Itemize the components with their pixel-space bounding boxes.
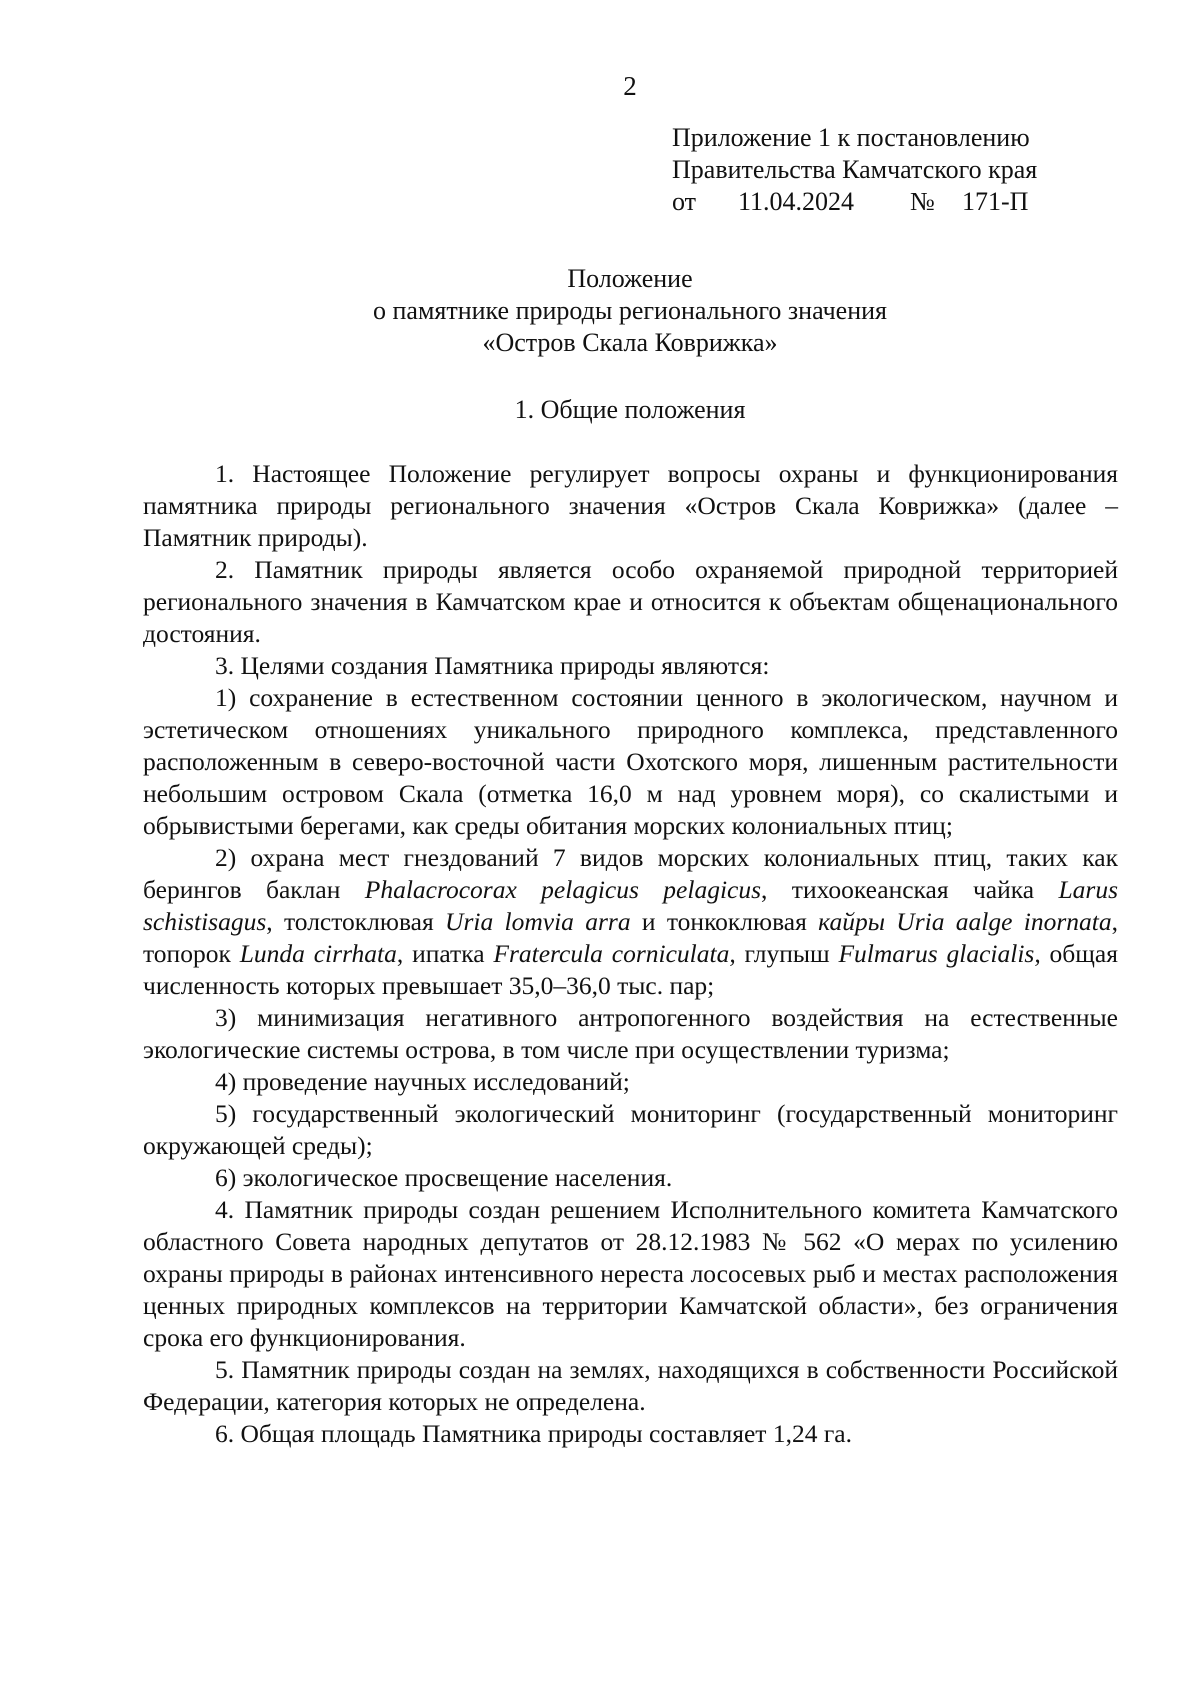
text-segment: , ипатка <box>396 939 494 968</box>
text-segment: , тихоокеанская чайка <box>761 875 1059 904</box>
section-title: 1. Общие положения <box>514 395 746 424</box>
paragraph-3-item-5: 5) государственный экологический мониторинг (государственный мониторинг окружающей среды); <box>143 1099 1118 1160</box>
appendix-number-sign: № <box>910 187 935 216</box>
paragraph-6: 6. Общая площадь Памятника природы составляет 1,24 га. <box>215 1419 852 1448</box>
species-name: Uria lomvia arra <box>445 907 631 936</box>
text-segment: и тонкоклювая <box>630 907 819 936</box>
paragraph-3-item-1: 1) сохранение в естественном состоянии ценного в экологическом, научном и эстетическом отношениях уникального природного комплекса, представленного расположенным в северо-восточной части Охотского моря, лишенным растительности небольшим островом Скала (отметка 16,0 м над уровнем моря), со скалистыми и обрывистыми берегами, как среды обитания морских колониальных птиц; <box>143 683 1118 840</box>
species-name: Phalacrocorax pelagicus pelagicus <box>364 875 762 904</box>
appendix-line-1: Приложение 1 к постановлению <box>672 123 1030 152</box>
appendix-number: 171-П <box>962 187 1029 216</box>
document-body <box>143 458 1118 1450</box>
appendix-line-2: Правительства Камчатского края <box>672 155 1038 184</box>
text-segment: , топорок <box>143 907 1118 968</box>
species-name: Fulmarus glacialis, <box>838 939 1041 968</box>
paragraph-3-item-4: 4) проведение научных исследований; <box>215 1067 630 1096</box>
title-line-3: «Остров Скала Коврижка» <box>482 328 778 357</box>
text-segment: глупыш <box>735 939 839 968</box>
paragraph-4: 4. Памятник природы создан решением Исполнительного комитета Камчатского областного Совета народных депутатов от 28.12.1983 № 562 «О мерах по усилению охраны природы в районах интенсивного нереста лососевых рыб и местах расположения ценных природных комплексов на территории Камчатской области», без ограничения срока его функционирования. <box>143 1195 1118 1352</box>
appendix-date: 11.04.2024 <box>738 187 855 216</box>
appendix-ot: от <box>672 187 697 216</box>
title-line-1: Положение <box>567 264 693 293</box>
paragraph-2: 2. Памятник природы является особо охраняемой природной территорией регионального значения в Камчатском крае и относится к объектам общенационального достояния. <box>143 555 1118 648</box>
appendix-date-line <box>672 186 1132 218</box>
paragraph-3-item-3: 3) минимизация негативного антропогенного воздействия на естественные экологические системы острова, в том числе при осуществлении туризма; <box>143 1003 1118 1064</box>
title-line-2: о памятнике природы регионального значения <box>372 296 887 325</box>
paragraph-3: 3. Целями создания Памятника природы являются: <box>215 651 770 680</box>
species-name: Fratercula corniculata, <box>493 939 736 968</box>
paragraph-3-item-2 <box>143 842 1118 1002</box>
text-segment: 2) охрана мест гнездований 7 видов морских колониальных птиц, таких как берингов баклан <box>143 843 1118 904</box>
paragraph-5: 5. Памятник природы создан на землях, находящихся в собственности Российской Федерации, категория которых не определена. <box>143 1355 1118 1416</box>
text-segment: общая численность которых превышает 35,0–36,0 тыс. пар; <box>143 939 1118 1000</box>
appendix-header <box>672 122 1132 218</box>
species-name: Lunda cirrhata <box>239 939 397 968</box>
page-number: 2 <box>623 71 637 101</box>
text-segment: , толстоклювая <box>266 907 446 936</box>
species-name: кайры Uria aalge inornata <box>818 907 1112 936</box>
paragraph-3-item-6: 6) экологическое просвещение населения. <box>215 1163 673 1192</box>
paragraph-1: 1. Настоящее Положение регулирует вопросы охраны и функционирования памятника природы регионального значения «Остров Скала Коврижка» (далее – Памятник природы). <box>143 459 1118 552</box>
species-name: Larus schistisagus <box>143 875 1118 936</box>
document-title <box>0 263 1200 359</box>
